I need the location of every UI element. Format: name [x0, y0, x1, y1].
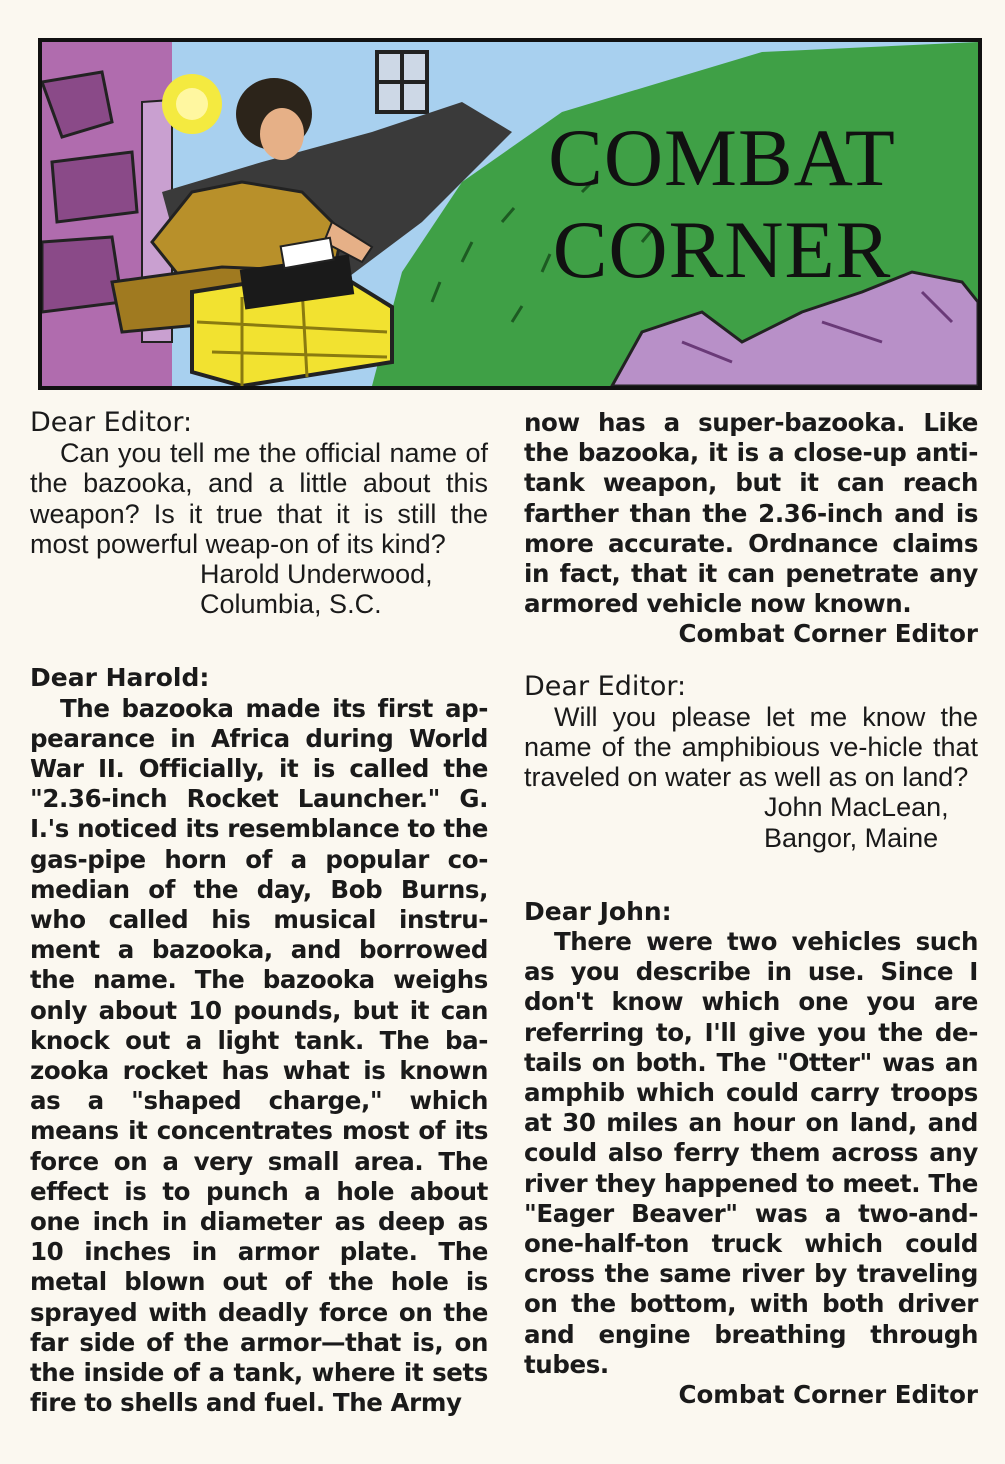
- banner-title-line1: COMBAT: [548, 112, 896, 203]
- reply2-signature: Combat Corner Editor: [678, 1380, 978, 1410]
- letter1-signature-place: Columbia, S.C.: [200, 589, 382, 620]
- reply2-salutation: Dear John:: [524, 896, 672, 926]
- letter2-salutation: Dear Editor:: [524, 670, 687, 702]
- column-left: [30, 408, 488, 1419]
- letter1-body: Can you tell me the official name of the bazooka, and a little about this weapon? Is it true that it is still the most powerful weap-on of its kind?: [30, 438, 488, 559]
- reply2-body: There were two vehicles such as you describe in use. Since I don't know which one you are referring to, I'll give you the de-tails on both. The "Otter" was an amphib which could carry troops at 30 miles an hour on land, and could also ferry them across any river they happened to meet. The "Eager Beaver" was a two-and-one-half-ton truck which could cross the same river by traveling on the bottom, with both driver and engine breathing through tubes.: [524, 927, 978, 1379]
- letter2-signature-place: Bangor, Maine: [764, 822, 939, 853]
- banner-title-line2: CORNER: [552, 204, 892, 295]
- letter1-salutation: Dear Editor:: [30, 407, 193, 438]
- letter2-body: Will you please let me know the name of the amphibious ve-hicle that traveled on water as well as on land?: [524, 701, 978, 793]
- reply1-body: The bazooka made its first ap-pearance in Africa during World War II. Officially, it is called the "2.36-inch Rocket Launcher." G. I.'s noticed its resemblance to the gas-pipe horn of a popular co-median of the day, Bob Burns, who called his musical instru-ment a bazooka, and borrowed the name. The bazooka weighs only about 10 pounds, but it can knock out a light tank. The ba-zooka rocket has what is known as a "shaped charge," which means it concentrates most of its force on a very small area. The effect is to punch a hole about one inch in diameter as deep as 10 inches in armor plate. The metal blown out of the hole is sprayed with deadly force on the far side of the armor—that is, on the inside of a tank, where it sets fire to shells and fuel. The Army: [30, 693, 488, 1418]
- column-right: [524, 408, 978, 1410]
- letter1-signature-name: Harold Underwood,: [200, 559, 433, 590]
- letter2-signature-name: John MacLean,: [764, 792, 949, 823]
- reply1-signature: Combat Corner Editor: [678, 619, 978, 649]
- reply1-body-continued: now has a super-bazooka. Like the bazooka, it is a close-up anti-tank weapon, but it can reach farther than the 2.36-inch and is more accurate. Ordnance claims in fact, that it can penetrate any armored vehicle now known.: [524, 408, 978, 619]
- reply1-salutation: Dear Harold:: [30, 663, 210, 693]
- combat-corner-banner: [38, 38, 982, 390]
- banner-title: [482, 112, 962, 296]
